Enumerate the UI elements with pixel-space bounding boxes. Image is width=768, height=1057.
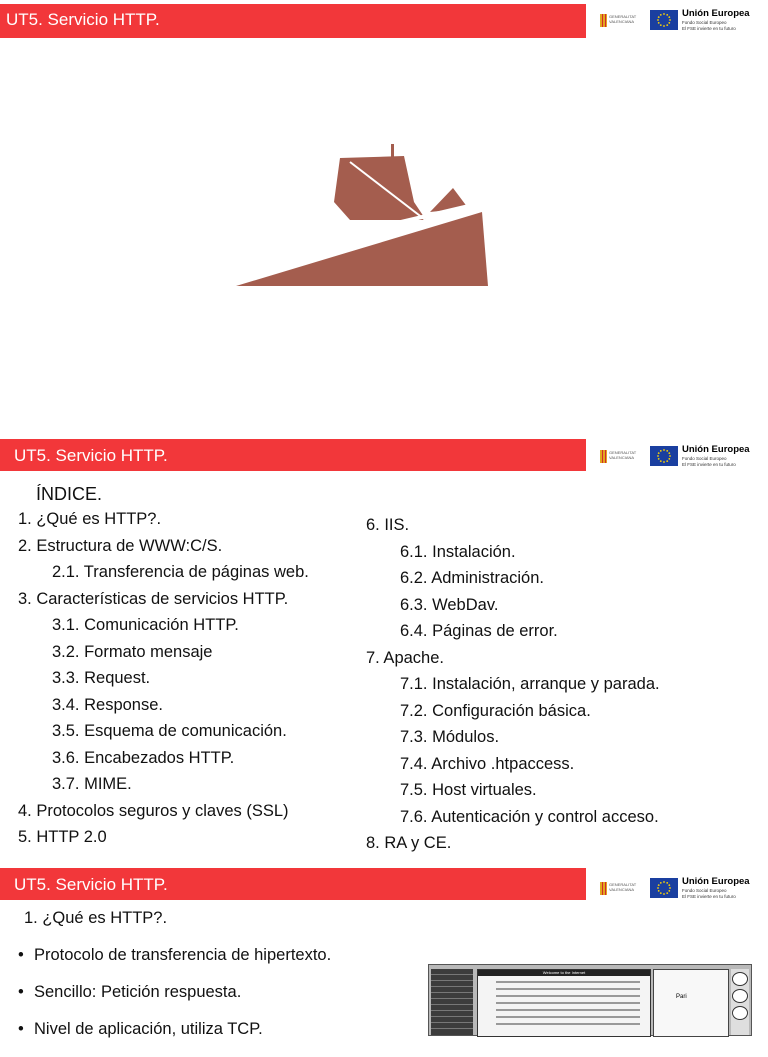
screenshot-sidebar	[431, 969, 473, 1035]
toc-subitem: 3.4. Response.	[52, 695, 163, 714]
eu-title: Unión Europea	[682, 444, 750, 455]
eu-logo	[650, 444, 760, 474]
header-bar	[0, 439, 586, 471]
eu-logo	[650, 876, 760, 906]
slide-index	[0, 436, 768, 860]
screenshot-map	[653, 969, 729, 1037]
toc-item: 6. IIS.	[366, 516, 410, 534]
toc-subitem: 7.3. Módulos.	[400, 728, 500, 746]
toc-subitem: 6.3. WebDav.	[400, 595, 499, 614]
eu-flag-icon	[650, 878, 678, 898]
toc-item: 4. Protocolos seguros y claves (SSL)	[18, 801, 289, 820]
toc-right-column	[366, 512, 660, 857]
toc-subitem: 7.5. Host virtuales.	[400, 781, 537, 799]
list-item	[18, 983, 331, 1020]
slide-what-is-http	[0, 868, 768, 1038]
list-item	[18, 946, 331, 983]
header-bar	[0, 4, 586, 38]
toc-item: 8. RA y CE.	[366, 834, 452, 852]
screenshot-tools	[731, 969, 749, 1035]
bullet-list	[18, 946, 331, 1057]
generalitat-logo	[600, 12, 638, 32]
toc-subitem: 7.4. Archivo .htpaccess.	[400, 754, 575, 773]
header-title: UT5. Servicio HTTP.	[14, 875, 168, 894]
index-title: ÍNDICE.	[36, 484, 103, 504]
toc-item: 2. Estructura de WWW:C/S.	[18, 536, 223, 555]
gv-line-2: VALENCIANA	[609, 455, 635, 460]
toc-item: 7. Apache.	[366, 648, 444, 667]
gv-line-2: VALENCIANA	[609, 19, 635, 24]
eu-subtitle-1: Fondo Social Europeo	[682, 456, 727, 461]
toc-subitem: 2.1. Transferencia de páginas web.	[52, 563, 309, 581]
gv-line-1: GENERALITAT	[609, 450, 637, 455]
logos	[600, 444, 760, 474]
generalitat-logo	[600, 880, 638, 900]
shield-icon	[600, 882, 607, 895]
globe-icon	[732, 972, 748, 986]
toc-subitem: 7.1. Instalación, arranque y parada.	[400, 675, 660, 693]
gv-line-1: GENERALITAT	[609, 14, 637, 19]
eu-flag-icon	[650, 446, 678, 466]
toc-subitem: 3.6. Encabezados HTTP.	[52, 748, 235, 767]
eu-subtitle-2: El FSE invierte en tu futuro	[682, 893, 736, 899]
shield-icon	[600, 450, 607, 463]
header-bar	[0, 868, 586, 900]
list-item	[18, 1020, 331, 1057]
toc-subitem: 6.1. Instalación.	[400, 542, 516, 561]
toc-subitem: 3.1. Comunicación HTTP.	[52, 616, 239, 634]
logos	[600, 876, 760, 906]
toc-subitem: 3.3. Request.	[52, 669, 151, 687]
map-label: Pari	[676, 994, 687, 1000]
generalitat-logo	[600, 448, 638, 468]
bullet-icon: •	[18, 983, 24, 1001]
toc-left-column	[18, 506, 309, 851]
eu-subtitle-1: Fondo Social Europeo	[682, 20, 727, 25]
eu-subtitle-2: El FSE invierte en tu futuro	[682, 461, 736, 467]
tool-icon	[732, 1006, 748, 1020]
toc-subitem: 7.2. Configuración básica.	[400, 701, 591, 720]
gv-line-2: VALENCIANA	[609, 887, 635, 892]
header-title: UT5. Servicio HTTP.	[14, 446, 168, 465]
bullet-text: Nivel de aplicación, utiliza TCP.	[34, 1020, 263, 1038]
toc-subitem: 7.6. Autenticación y control acceso.	[400, 807, 659, 826]
toc-subitem: 3.7. MIME.	[52, 775, 132, 793]
toc-subitem: 6.2. Administración.	[400, 569, 544, 587]
toc-subitem: 3.2. Formato mensaje	[52, 642, 213, 661]
tool-icon	[732, 989, 748, 1003]
screenshot-window-title: Welcome to the Internet	[478, 970, 650, 976]
bullet-text: Sencillo: Petición respuesta.	[34, 983, 242, 1001]
bullet-icon: •	[18, 946, 24, 964]
gv-line-1: GENERALITAT	[609, 882, 637, 887]
section-heading: 1. ¿Qué es HTTP?.	[24, 909, 168, 927]
toc-item: 5. HTTP 2.0	[18, 828, 107, 846]
screenshot-window	[477, 969, 651, 1037]
header-title: UT5. Servicio HTTP.	[6, 10, 160, 29]
toc-item: 3. Características de servicios HTTP.	[18, 589, 289, 608]
slide-title	[0, 0, 768, 424]
eu-subtitle-1: Fondo Social Europeo	[682, 888, 727, 893]
eu-title: Unión Europea	[682, 876, 750, 887]
eu-title: Unión Europea	[682, 8, 750, 19]
www-browser-screenshot	[428, 964, 752, 1036]
eu-flag-icon	[650, 10, 678, 30]
eu-subtitle-2: El FSE invierte en tu futuro	[682, 25, 736, 31]
ship-logo-icon	[230, 140, 500, 290]
toc-subitem: 3.5. Esquema de comunicación.	[52, 722, 287, 740]
bullet-text: Protocolo de transferencia de hipertexto.	[34, 946, 332, 964]
toc-subitem: 6.4. Páginas de error.	[400, 622, 558, 640]
bullet-icon: •	[18, 1020, 24, 1038]
logos	[600, 8, 760, 38]
eu-logo	[650, 8, 760, 38]
shield-icon	[600, 14, 607, 27]
toc-item: 1. ¿Qué es HTTP?.	[18, 510, 162, 528]
